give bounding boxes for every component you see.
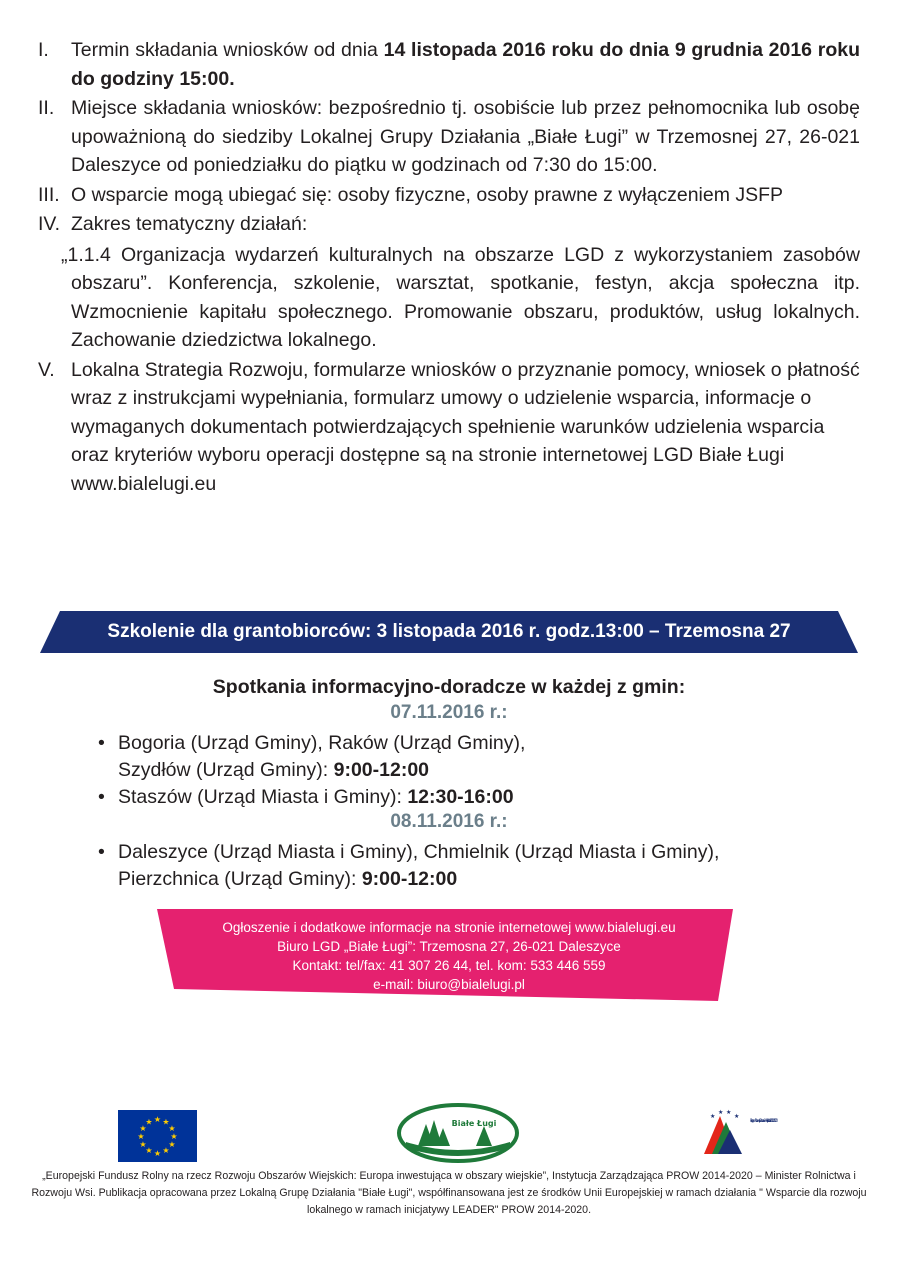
list-item <box>38 210 860 355</box>
svg-text:★: ★ <box>137 1132 145 1141</box>
svg-text:★: ★ <box>139 1124 147 1133</box>
svg-text:★: ★ <box>145 1146 153 1155</box>
list-item <box>38 94 860 180</box>
item-number: V. <box>38 358 55 381</box>
meeting-time: 9:00-12:00 <box>361 868 458 890</box>
svg-text:★: ★ <box>718 1109 724 1116</box>
meeting-list <box>98 839 719 893</box>
meeting-time: 9:00-12:00 <box>333 759 430 781</box>
svg-text:★: ★ <box>162 1117 170 1127</box>
contact-website: Ogłoszenie i dodatkowe informacje na stronie internetowej www.bialelugi.eu <box>222 920 676 935</box>
meetings-title: Spotkania informacyjno-doradcze w każdej z gmin: <box>212 676 686 698</box>
item-text: Termin składania wniosków od dnia 14 listopada 2016 roku do dnia 9 grudnia 2016 roku do godziny 15:00. <box>71 39 861 90</box>
svg-text:★: ★ <box>153 1149 162 1158</box>
item-number: I. <box>38 39 49 61</box>
meeting-list <box>98 730 525 811</box>
list-item <box>38 36 860 93</box>
item-subtext: „1.1.4 Organizacja wydarzeń kulturalnych na obszarze LGD z wykorzystaniem zasobów obszaru”. Konferencja, szkolenie, warsztat, spotkanie, festyn, akcja społeczna itp. Wzmocnienie kapitału społecznego. Promowanie obszaru, produktów, usług lokalnych. Zachowanie dziedzictwa lokalnego. <box>61 243 860 351</box>
contact-address: Biuro LGD „Białe Ługi”: Trzemosna 27, 26-021 Daleszyce <box>277 939 621 954</box>
prow-logo <box>700 1108 780 1163</box>
svg-text:★: ★ <box>153 1115 162 1124</box>
contact-email: e-mail: biuro@bialelugi.pl <box>373 977 525 992</box>
prow-logo-text: Program Rozwoju Obszarów Wiejskich na lata 2014-2020 <box>750 1118 778 1123</box>
svg-text:★: ★ <box>162 1146 170 1155</box>
svg-text:★: ★ <box>139 1140 147 1149</box>
item-text: Zakres tematyczny działań: „1.1.4 Organizacja wydarzeń kulturalnych na obszarze LGD z wykorzystaniem zasobów obszaru”. Konferencja, szkolenie, warsztat, spotkanie, festyn, akcja społeczna itp. Wzmocnienie kapitału społecznego. Promowanie obszaru, produktów, usług lokalnych. Zachowanie dziedzictwa lokalnego. <box>71 210 860 355</box>
eu-flag-icon <box>118 1110 197 1167</box>
training-banner <box>0 611 898 653</box>
bullet-icon: • <box>98 732 105 754</box>
banner-text: Szkolenie dla grantobiorców: 3 listopada 2016 r. godz.13:00 – Trzemosna 27 <box>107 621 791 642</box>
item-text: Miejsce składania wniosków: bezpośrednio tj. osobiście lub przez pełnomocnika lub osobę upoważnioną do siedziby Lokalnej Grupy Działania „Białe Ługi” w Trzemosnej 27, 26-021 Daleszyce od poniedziałku do piątku w godzinach od 7:30 do 15:00. <box>71 97 860 176</box>
svg-text:★: ★ <box>168 1140 176 1149</box>
contact-text <box>0 918 898 994</box>
item-number: II. <box>38 97 55 119</box>
contact-phone: Kontakt: tel/fax: 41 307 26 44, tel. kom: 533 446 559 <box>292 958 606 973</box>
bullet-icon: • <box>98 841 105 863</box>
contact-box <box>0 909 898 1001</box>
svg-text:★: ★ <box>710 1113 716 1120</box>
list-item <box>38 181 860 210</box>
meeting-date: 08.11.2016 r.: <box>390 811 508 832</box>
svg-text:★: ★ <box>168 1124 176 1133</box>
list-item: • Daleszyce (Urząd Miasta i Gminy), Chmielnik (Urząd Miasta i Gminy), Pierzchnica (Urząd Gminy): 9:00-12:00 <box>98 841 720 890</box>
item-number: III. <box>38 183 60 206</box>
svg-text:★: ★ <box>170 1132 178 1141</box>
requirements-list <box>38 36 860 499</box>
list-item: • Bogoria (Urząd Gminy), Raków (Urząd Gminy), Szydłów (Urząd Gminy): 9:00-12:00 <box>98 732 526 781</box>
meeting-time: 12:30-16:00 <box>407 786 514 808</box>
list-item: • Staszów (Urząd Miasta i Gminy): 12:30-16:00 <box>98 784 525 811</box>
svg-text:★: ★ <box>145 1117 153 1127</box>
deadline-text: 14 listopada 2016 roku do dnia 9 grudnia 2016 roku do godziny 15:00. <box>71 39 861 90</box>
meeting-date: 07.11.2016 r.: <box>390 702 508 723</box>
lgd-biale-lugi-logo <box>396 1102 520 1169</box>
svg-text:★: ★ <box>726 1109 732 1116</box>
item-text: Lokalna Strategia Rozwoju, formularze wniosków o przyznanie pomocy, wniosek o płatność wraz z instrukcjami wypełniania, formularz umowy o udzielenie wsparcia, informacje o wymaganych dokumentach potwierdzających spełnienie warunków udzielenia wsparcia oraz kryteriów wyboru operacji dostępne są na stronie internetowej LGD Białe Ługi www.bialelugi.eu <box>71 358 860 495</box>
bullet-icon: • <box>98 786 105 808</box>
svg-text:★: ★ <box>734 1113 740 1120</box>
lgd-logo-text: Białe Ługi <box>451 1119 497 1128</box>
footer-note: „Europejski Fundusz Rolny na rzecz Rozwoju Obszarów Wiejskich: Europa inwestująca w obszary wiejskie”, Instytucja Zarządzająca PROW 2014-2020 – Minister Rolnictwa i Rozwoju Wsi. Publikacja opracowana przez Lokalną Grupę Działania "Białe Ługi", współfinansowana jest ze środków Unii Europejskiej w ramach działania " Wsparcie dla rozwoju lokalnego w ramach inicjatywy LEADER" PROW 2014-2020. <box>31 1170 867 1216</box>
item-text: O wsparcie mogą ubiegać się: osoby fizyczne, osoby prawne z wyłączeniem JSFP <box>71 183 784 206</box>
item-number: IV. <box>38 213 61 235</box>
list-item <box>38 356 860 499</box>
